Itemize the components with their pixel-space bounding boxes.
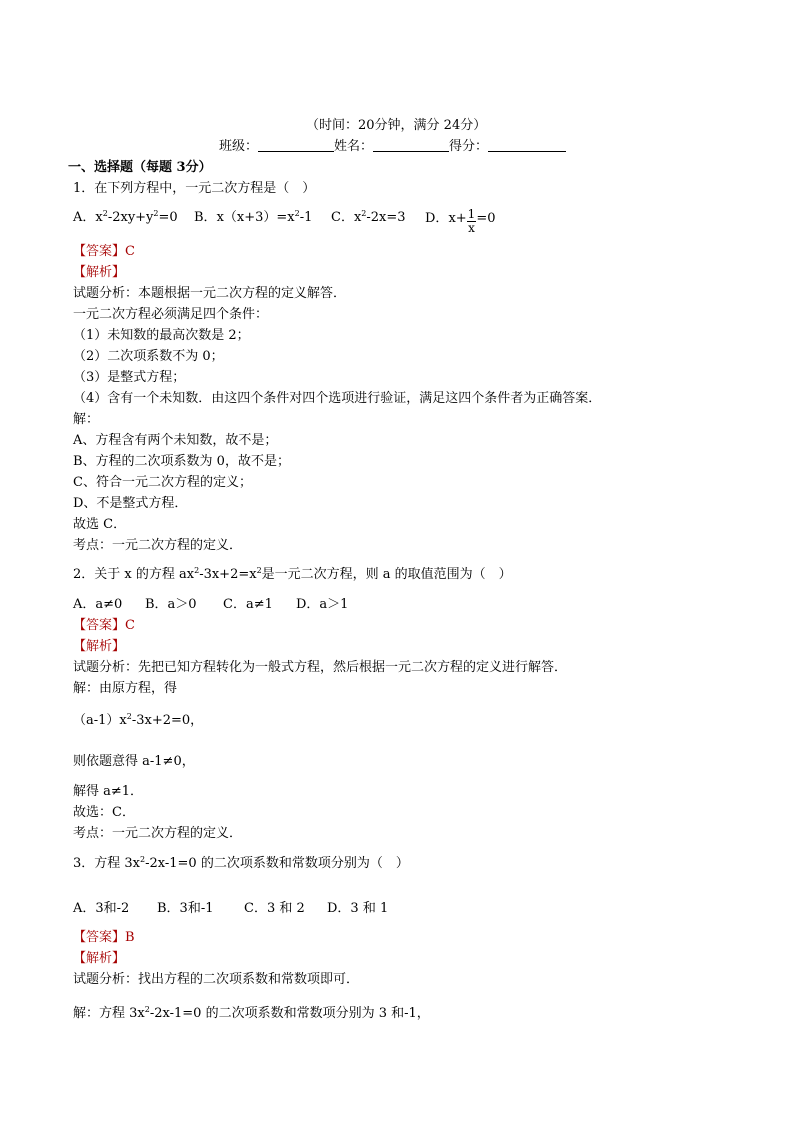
q2-option-c: C．a≠1	[223, 597, 273, 612]
fraction-1-over-x: $\frac{1}{x}$	[467, 207, 476, 235]
q2-option-d: D．a＞1	[296, 597, 349, 612]
q3-analysis-tag: 【解析】	[73, 951, 126, 966]
q3-option-d: D．3 和 1	[327, 901, 389, 916]
q2-analysis-tag: 【解析】	[73, 639, 126, 654]
q1-option-b: B．$x(x+3)=x^2-1$	[194, 209, 313, 225]
q1-analysis-tag: 【解析】	[73, 265, 126, 280]
q1-option-a: A．$x^2-2xy+y^2=0$	[73, 209, 178, 225]
q2-point: 考点：一元二次方程的定义．	[73, 826, 243, 841]
q3-analysis: 试题分析：找出方程的二次项系数和常数项即可．	[73, 972, 360, 987]
name-blank[interactable]	[373, 139, 449, 152]
q2-answer: 【答案】C	[73, 618, 135, 633]
q1-option-c: C．$x^2-2x=3$	[331, 209, 406, 225]
q2-equation: $(a-1)x^2-3x+2=0$，	[73, 712, 204, 728]
score-blank[interactable]	[488, 139, 566, 152]
q2-stem: 2．关于 x 的方程 $ax^2-3x+2=x^2$是一元二次方程，则 a 的取值范围为（ ）	[73, 566, 512, 582]
q3-option-c: C．3 和 2	[244, 901, 305, 916]
name-label: 姓名：	[334, 139, 374, 154]
q2-condition: 则依题意得 a-1≠0，	[73, 754, 195, 769]
q2-solution-intro: 解：由原方程，得	[73, 681, 178, 696]
q1-line: 一元二次方程必须满足四个条件：	[73, 307, 269, 322]
q2-choose: 故选：C．	[73, 805, 135, 820]
q3-option-a: A．3和-2	[73, 901, 130, 916]
q1-stem: 1．在下列方程中，一元二次方程是（ ）	[73, 181, 316, 196]
q1-line: C、符合一元二次方程的定义；	[73, 475, 252, 490]
q3-answer: 【答案】B	[73, 930, 135, 945]
q1-line: 故选 C．	[73, 517, 127, 532]
q2-option-b: B．a＞0	[145, 597, 197, 612]
q1-line: （3）是整式方程；	[73, 370, 186, 385]
q3-stem: 3．方程 $3x^2-2x-1=0$ 的二次项系数和常数项分别为（ ）	[73, 855, 409, 871]
q2-option-a: A．a≠0	[73, 597, 123, 612]
class-blank[interactable]	[258, 139, 334, 152]
q1-answer: 【答案】C	[73, 244, 135, 259]
q1-line: （1）未知数的最高次数是 2；	[73, 328, 250, 343]
q2-solve: 解得 a≠1．	[73, 784, 144, 799]
q3-solution: 解：方程 $3x^2-2x-1=0$ 的二次项系数和常数项分别为 3 和-1，	[73, 1005, 430, 1021]
score-label: 得分：	[449, 139, 489, 154]
q1-option-d: D．x+ $\frac{1}{x}$ =0	[425, 207, 496, 235]
student-info-line	[219, 139, 566, 155]
q1-line: 试题分析：本题根据一元二次方程的定义解答．	[73, 286, 347, 301]
q1-line: B、方程的二次项系数为 0，故不是；	[73, 454, 290, 469]
q1-line: 解：	[73, 412, 100, 427]
q1-line: A、方程含有两个未知数，故不是；	[73, 433, 278, 448]
q1-line: （4）含有一个未知数．由这四个条件对四个选项进行验证，满足这四个条件者为正确答案．	[73, 391, 602, 406]
q3-option-b: B．3和-1	[157, 901, 214, 916]
q2-analysis: 试题分析：先把已知方程转化为一般式方程，然后根据一元二次方程的定义进行解答．	[73, 660, 568, 675]
class-label: 班级：	[219, 139, 259, 154]
time-info: （时间：20分钟，满分 24分）	[306, 118, 487, 133]
q1-line: D、不是整式方程．	[73, 496, 188, 511]
q1-line: （2）二次项系数不为 0；	[73, 349, 224, 364]
q1-point: 考点：一元二次方程的定义．	[73, 538, 243, 553]
section-title: 一、选择题（每题 3分）	[68, 160, 212, 175]
